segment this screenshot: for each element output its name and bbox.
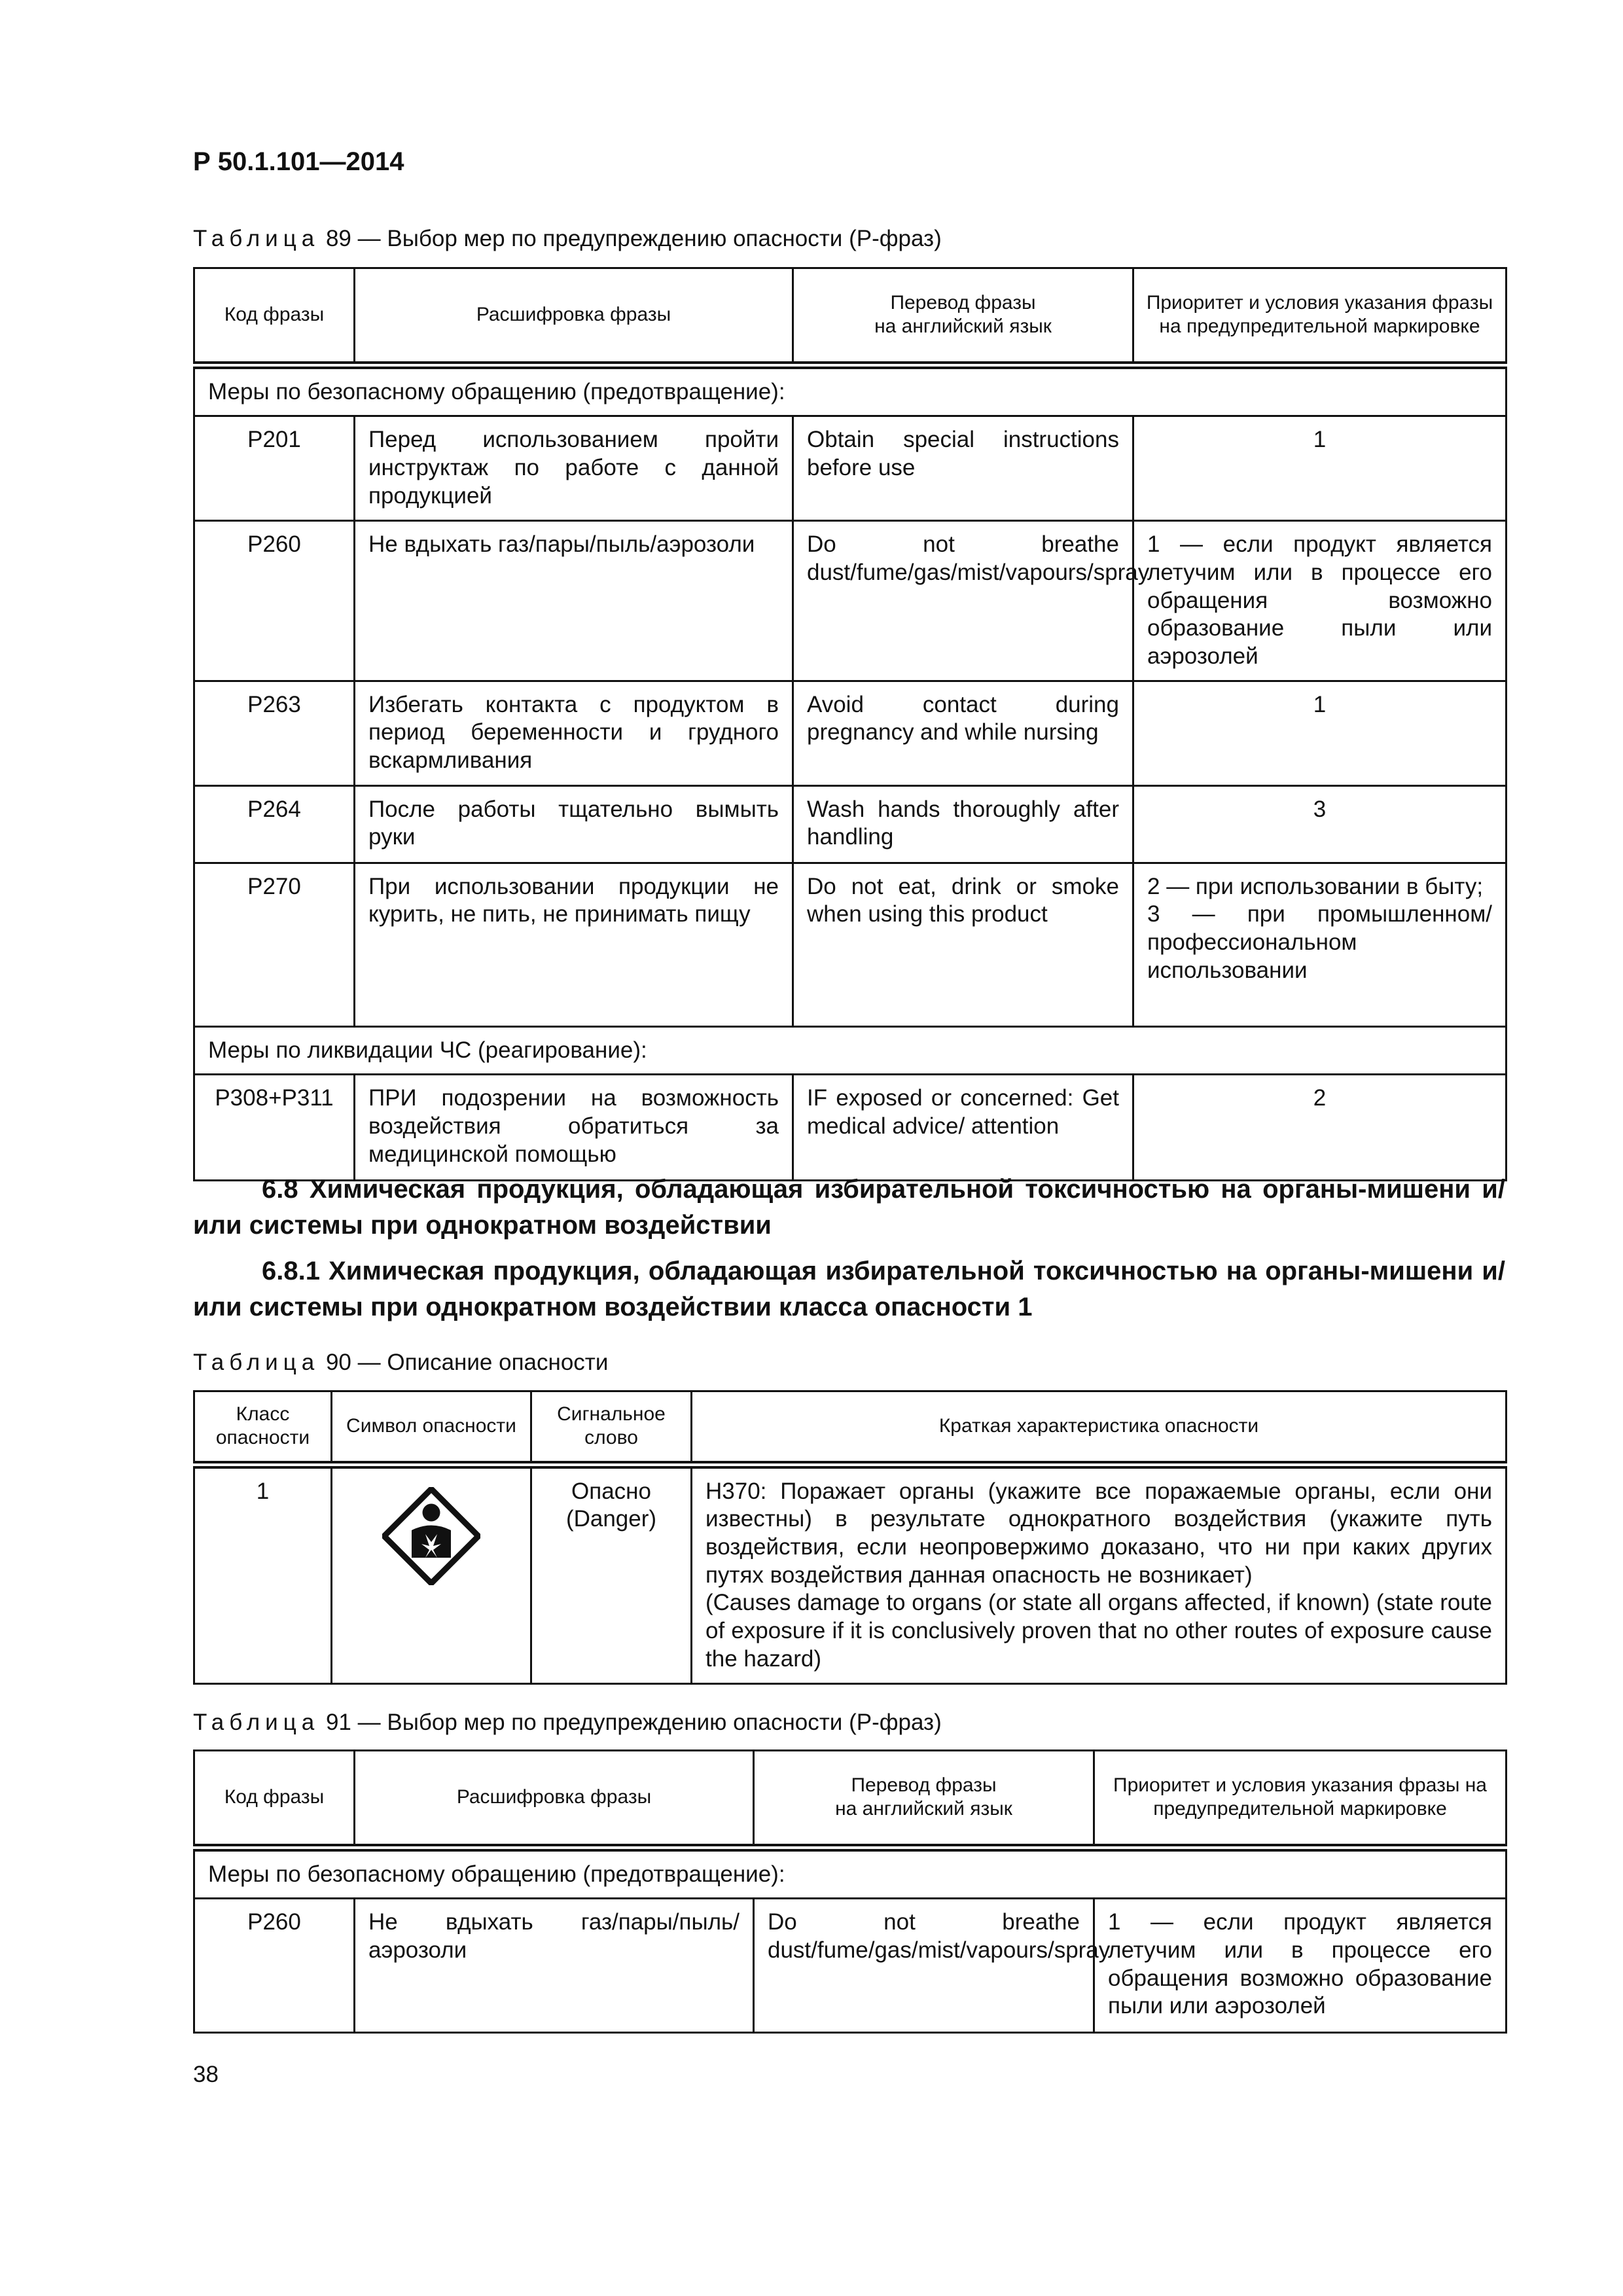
document-code: Р 50.1.101—2014 — [193, 147, 404, 176]
caption-label: Таблица — [193, 1710, 320, 1735]
table-91-caption — [193, 1710, 942, 1736]
phrase-code: Р264 — [194, 785, 355, 863]
caption-label: Таблица — [193, 1350, 320, 1375]
table-91 — [193, 1749, 1507, 2034]
table-row — [194, 863, 1507, 1026]
table-header-cell: Перевод фразы на английский язык — [793, 268, 1133, 365]
phrase-priority: 1 — [1133, 681, 1507, 785]
table-90-caption — [193, 1350, 608, 1376]
section-label: Меры по ликвидации ЧС (реагирование): — [194, 1026, 1507, 1075]
section-label: Меры по безопасному обращению (предотвращение): — [194, 365, 1507, 416]
phrase-ru: Перед использованием пройти инструктаж по работе с данной продукцией — [355, 416, 793, 521]
table-row — [194, 416, 1507, 521]
caption-label: Таблица — [193, 226, 320, 251]
table-header-cell: Расшифровка фразы — [355, 268, 793, 365]
caption-text: 89 — Выбор мер по предупреждению опасности (Р-фраз) — [325, 226, 942, 251]
phrase-en: Do not eat, drink or smoke when using this product — [793, 863, 1133, 1026]
phrase-en: Obtain special instructions before use — [793, 416, 1133, 521]
caption-text: 91 — Выбор мер по предупреждению опасности (Р-фраз) — [325, 1710, 942, 1735]
table-header-cell: Перевод фразы на английский язык — [754, 1751, 1094, 1848]
phrase-priority: 1 — если продукт является летучим или в процессе его обращения возможно образование пыли или аэрозолей — [1094, 1899, 1507, 2033]
table-row — [194, 785, 1507, 863]
phrase-priority: 2 — [1133, 1075, 1507, 1181]
phrase-code: Р260 — [194, 1899, 355, 2033]
signal-word: Опасно (Danger) — [531, 1465, 692, 1684]
table-header-cell: Краткая характеристика опасности — [692, 1391, 1507, 1465]
table-row — [194, 521, 1507, 681]
table-90 — [193, 1390, 1507, 1685]
phrase-ru: ПРИ подозрении на возможность воздействия обратиться за медицинской помощью — [355, 1075, 793, 1181]
section-heading-6-8-1 — [193, 1253, 1505, 1325]
hazard-description: Н370: Поражает органы (укажите все поражаемые органы, если они известны) в результате однократного воздействия (укажите путь воздействия, если неопровержимо доказано, что ни при каких других путях воздействия данная опасность не возникает) (Causes damage to organs (or state all organs affected, if known) (state route of exposure if it is conclusively proven that no other routes of exposure cause the hazard) — [692, 1465, 1507, 1684]
phrase-priority: 3 — [1133, 785, 1507, 863]
table-row — [194, 681, 1507, 785]
phrase-en: IF exposed or concerned: Get medical advice/ attention — [793, 1075, 1133, 1181]
phrase-ru: После работы тщательно вымыть руки — [355, 785, 793, 863]
heading-text: 6.8.1 Химическая продукция, обладающая избирательной токсичностью на органы-мишени и/или системы при однократном воздействии класса опасности 1 — [193, 1257, 1505, 1322]
phrase-ru: Не вдыхать газ/пары/пыль/аэрозоли — [355, 1899, 754, 2033]
phrase-en: Do not breathe dust/fume/gas/mist/vapours/spray — [793, 521, 1133, 681]
phrase-code: Р260 — [194, 521, 355, 681]
table-row — [194, 1465, 1507, 1684]
page-number: 38 — [193, 2062, 219, 2087]
table-89-caption — [193, 226, 942, 252]
table-row — [194, 1899, 1507, 2033]
table-header-cell: Класс опасности — [194, 1391, 332, 1465]
heading-text: 6.8 Химическая продукция, обладающая избирательной токсичностью на органы-мишени и/или системы при однократном воздействии — [193, 1175, 1505, 1240]
caption-text: 90 — Описание опасности — [325, 1350, 609, 1375]
table-header-cell: Сигнальное слово — [531, 1391, 692, 1465]
phrase-code: Р201 — [194, 416, 355, 521]
phrase-code: Р308+Р311 — [194, 1075, 355, 1181]
table-header-cell: Приоритет и условия указания фразы на предупредительной маркировке — [1133, 268, 1507, 365]
phrase-ru: Не вдыхать газ/пары/пыль/аэрозоли — [355, 521, 793, 681]
table-89 — [193, 267, 1507, 1181]
table-header-cell: Приоритет и условия указания фразы на предупредительной маркировке — [1094, 1751, 1507, 1848]
phrase-code: Р263 — [194, 681, 355, 785]
phrase-en: Do not breathe dust/fume/gas/mist/vapours/spray — [754, 1899, 1094, 2033]
phrase-priority: 1 — [1133, 416, 1507, 521]
phrase-priority: 1 — если продукт является летучим или в процессе его обращения возможно образование пыли или аэрозолей — [1133, 521, 1507, 681]
phrase-ru: При использовании продукции не курить, не пить, не принимать пищу — [355, 863, 793, 1026]
phrase-priority: 2 — при использовании в быту; 3 — при промышленном/профессиональном использовании — [1133, 863, 1507, 1026]
phrase-code: Р270 — [194, 863, 355, 1026]
hazard-class: 1 — [194, 1465, 332, 1684]
table-header-cell: Расшифровка фразы — [355, 1751, 754, 1848]
phrase-en: Wash hands thoroughly after handling — [793, 785, 1133, 863]
table-header-cell: Код фразы — [194, 1751, 355, 1848]
phrase-en: Avoid contact during pregnancy and while nursing — [793, 681, 1133, 785]
section-heading-6-8 — [193, 1172, 1505, 1244]
phrase-ru: Избегать контакта с продуктом в период беременности и грудного вскармливания — [355, 681, 793, 785]
hazard-symbol-cell — [332, 1465, 531, 1684]
section-label: Меры по безопасному обращению (предотвращение): — [194, 1848, 1507, 1899]
table-header-cell: Символ опасности — [332, 1391, 531, 1465]
table-header-cell: Код фразы — [194, 268, 355, 365]
table-row — [194, 1075, 1507, 1181]
health-hazard-icon — [382, 1487, 480, 1585]
